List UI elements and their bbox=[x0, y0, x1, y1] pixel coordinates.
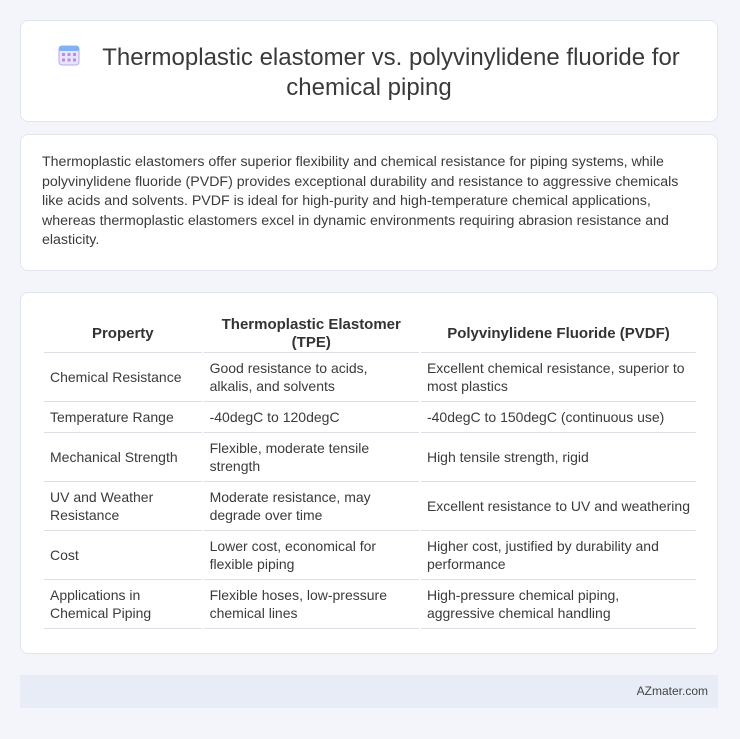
table-row bbox=[44, 433, 696, 482]
comparison-table bbox=[42, 310, 698, 629]
pvdf-cell: High tensile strength, rigid bbox=[421, 433, 696, 482]
table-row bbox=[44, 531, 696, 580]
tpe-cell: Flexible hoses, low-pressure chemical lines bbox=[204, 580, 419, 629]
comparison-table-card bbox=[20, 292, 718, 654]
table-row bbox=[44, 402, 696, 433]
page-title: Thermoplastic elastomer vs. polyvinylidene fluoride for chemical piping bbox=[102, 44, 680, 101]
tpe-cell: -40degC to 120degC bbox=[204, 402, 419, 433]
tpe-cell: Good resistance to acids, alkalis, and solvents bbox=[204, 353, 419, 402]
header-property: Property bbox=[44, 310, 202, 353]
page-title-wrap bbox=[21, 43, 717, 103]
property-cell: UV and Weather Resistance bbox=[44, 482, 202, 531]
property-cell: Chemical Resistance bbox=[44, 353, 202, 402]
header-tpe: Thermoplastic Elastomer (TPE) bbox=[204, 310, 419, 353]
pvdf-cell: Higher cost, justified by durability and performance bbox=[421, 531, 696, 580]
tpe-cell: Lower cost, economical for flexible piping bbox=[204, 531, 419, 580]
table-row bbox=[44, 580, 696, 629]
property-cell: Applications in Chemical Piping bbox=[44, 580, 202, 629]
tpe-cell: Flexible, moderate tensile strength bbox=[204, 433, 419, 482]
title-card bbox=[20, 20, 718, 122]
calendar-icon bbox=[58, 44, 80, 66]
table-header-row bbox=[44, 310, 696, 353]
table-row bbox=[44, 482, 696, 531]
summary-text: Thermoplastic elastomers offer superior flexibility and chemical resistance for piping systems, while polyvinylidene fluoride (PVDF) provides exceptional durability and resistance to aggressive chemicals like acids and solvents. PVDF is ideal for high-purity and high-temperature chemical applications, whereas thermoplastic elastomers excel in dynamic environments requiring abrasion resistance and elasticity. bbox=[42, 154, 679, 248]
tpe-cell: Moderate resistance, may degrade over time bbox=[204, 482, 419, 531]
pvdf-cell: -40degC to 150degC (continuous use) bbox=[421, 402, 696, 433]
table-row bbox=[44, 353, 696, 402]
property-cell: Cost bbox=[44, 531, 202, 580]
pvdf-cell: Excellent chemical resistance, superior to most plastics bbox=[421, 353, 696, 402]
footer-bar bbox=[20, 675, 718, 708]
header-pvdf: Polyvinylidene Fluoride (PVDF) bbox=[421, 310, 696, 353]
pvdf-cell: Excellent resistance to UV and weathering bbox=[421, 482, 696, 531]
property-cell: Temperature Range bbox=[44, 402, 202, 433]
footer-brand: AZmater.com bbox=[636, 684, 708, 698]
summary-card bbox=[20, 134, 718, 271]
pvdf-cell: High-pressure chemical piping, aggressive chemical handling bbox=[421, 580, 696, 629]
property-cell: Mechanical Strength bbox=[44, 433, 202, 482]
